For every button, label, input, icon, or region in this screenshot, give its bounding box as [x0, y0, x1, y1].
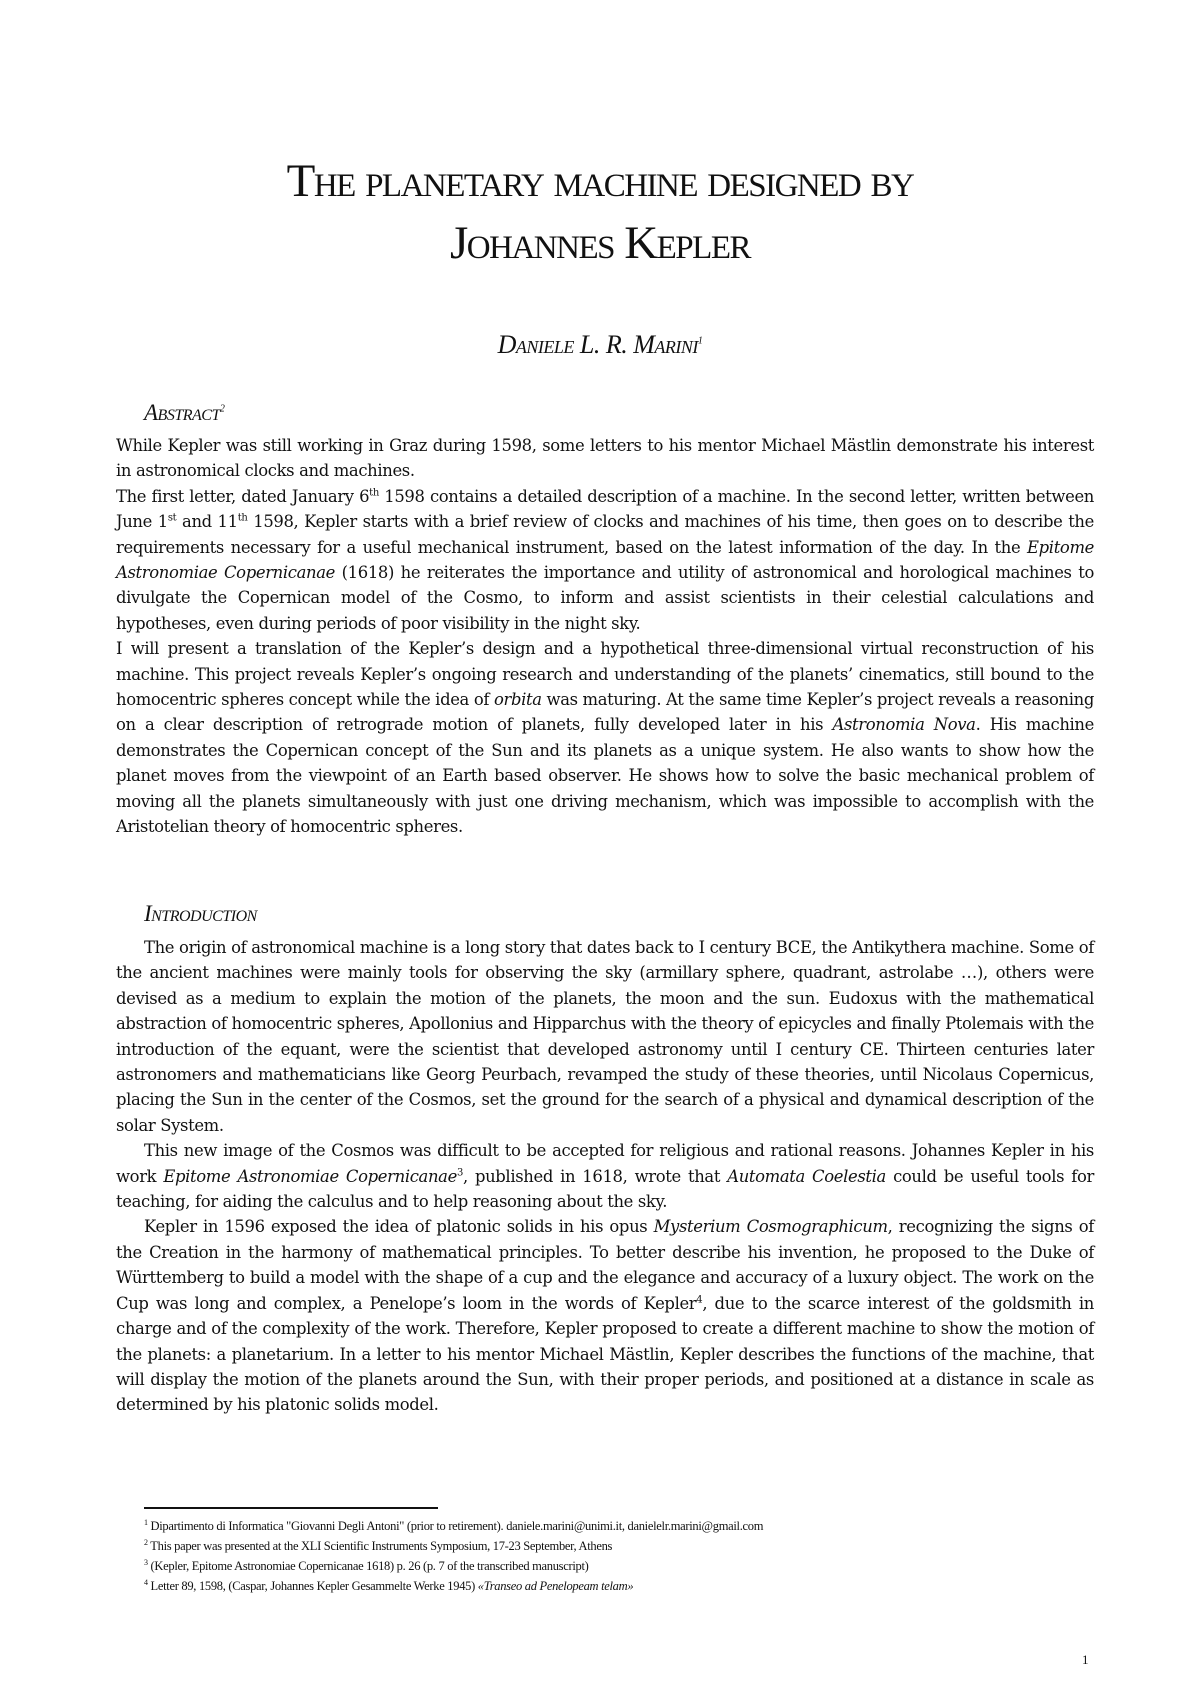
- footnote-3: [144, 1556, 1094, 1576]
- footnote-text: Dipartimento di Informatica "Giovanni Degli Antoni" (prior to retirement). daniele.marini@unimi.it, danielelr.marini@gmail.com: [147, 1519, 764, 1533]
- introduction-heading: [144, 901, 257, 927]
- abstract-heading: [144, 400, 224, 426]
- abstract-paragraph-1: While Kepler was still working in Graz during 1598, some letters to his mentor Michael Mästlin demonstrate his interest in astronomical clocks and machines.: [116, 436, 1094, 481]
- footnote-1: [144, 1516, 1094, 1536]
- text-run: The first letter, dated January 6: [116, 486, 370, 506]
- page-number: 1: [1082, 1652, 1089, 1667]
- text-run: . His machine demonstrates the Copernican concept of the Sun and its planets as a unique system. He also wants to show how the planet moves from the viewpoint of an Earth based observer. He shows how to solve the basic mechanical problem of moving all the planets simultaneously with just one driving mechanism, which was impossible to accomplish with the Aristotelian theory of homocentric spheres.: [116, 715, 1094, 837]
- footnote-number: 2: [144, 1537, 148, 1547]
- abstract-body: [116, 433, 1094, 840]
- italic-term: Automata Coelestia: [727, 1166, 886, 1186]
- footnote-mark[interactable]: 2: [219, 403, 225, 415]
- abstract-paragraph-3: [116, 636, 1094, 839]
- introduction-paragraph-2: [116, 1138, 1094, 1214]
- footnote-2: [144, 1536, 1094, 1556]
- footnote-text: Letter 89, 1598, (Caspar, Johannes Kepler Gesammelte Werke 1945): [147, 1579, 478, 1593]
- text-run: was maturing. At the same time Kepler’s project reveals a reasoning on a clear description of retrograde motion of planets, fully developed later in his: [116, 690, 1094, 735]
- ordinal-suffix: th: [369, 487, 379, 499]
- footnotes: [144, 1516, 1094, 1596]
- author-name: Daniele L. R. Marini: [497, 330, 698, 359]
- section-heading-text: Introduction: [144, 901, 257, 926]
- text-run: 1598, Kepler starts with a brief review of clocks and machines of his time, then goes on to describe the requirements necessary for a useful mechanical instrument, based on the latest information of the day. In the: [116, 512, 1094, 557]
- text-run: , due to the scarce interest of the goldsmith in charge and of the complexity of the work. Therefore, Kepler proposed to create a different machine to show the motion of the planets: a planetarium. In a letter to his mentor Michael Mästlin, Kepler describes the functions of the machine, that will display the motion of the planets around the Sun, with their proper periods, and positioned at a distance in scale as determined by his platonic solids model.: [116, 1293, 1094, 1415]
- italic-term: orbita: [493, 690, 542, 710]
- section-heading-text: Abstract: [144, 400, 220, 425]
- text-run: Kepler in 1596 exposed the idea of platonic solids in his opus: [144, 1217, 654, 1237]
- footnote-mark[interactable]: 4: [696, 1294, 703, 1306]
- paper-title: [0, 150, 1200, 274]
- abstract-paragraph-2: [116, 484, 1094, 636]
- text-run: 1598 contains a detailed description of a machine. In the second letter, written between June 1: [116, 486, 1094, 532]
- text-run: , recognizing the signs of the Creation in the harmony of mathematical principles. To better describe his invention, he proposed to the Duke of Württemberg to build a model with the shape of a cup and the elegance and accuracy of a luxury object. The work on the Cup was long and complex, a Penelope’s loom in the words of Kepler: [116, 1217, 1094, 1313]
- text-run: could be useful tools for teaching, for aiding the calculus and to help reasoning about the sky.: [116, 1166, 1094, 1212]
- italic-title: Mysterium Cosmographicum: [653, 1217, 888, 1237]
- text-run: , published in 1618, wrote that: [462, 1166, 728, 1186]
- introduction-paragraph-1: The origin of astronomical machine is a long story that dates back to I century BCE, the Antikythera machine. Some of the ancient machines were mainly tools for observing the sky (armillary sphere, quadrant, astrolabe …), others were devised as a medium to explain the motion of the planets, the moon and the sun. Eudoxus with the mathematical abstraction of homocentric spheres, Apollonius and Hipparchus with the theory of epicycles and finally Ptolemais with the introduction of the equant, were the scientist that developed astronomy until I century CE. Thirteen centuries later astronomers and mathematicians like Georg Peurbach, revamped the study of these theories, until Nicolaus Copernicus, placing the Sun in the center of the Cosmos, set the ground for the search of a physical and dynamical description of the solar System.: [116, 938, 1094, 1135]
- footnote-number: 3: [144, 1557, 148, 1567]
- footnote-number: 4: [144, 1577, 148, 1587]
- footnote-separator: [144, 1507, 438, 1509]
- text-run: and 11: [176, 512, 238, 532]
- introduction-body: [116, 935, 1094, 1418]
- text-run: (1618) he reiterates the importance and utility of astronomical and horological machines to divulgate the Copernican model of the Cosmo, to inform and assist scientists in their celestial calculations and hypotheses, even during periods of poor visibility in the night sky.: [116, 563, 1094, 633]
- introduction-paragraph-3: [116, 1214, 1094, 1417]
- footnote-number: 1: [144, 1517, 148, 1527]
- footnote-mark[interactable]: 3: [456, 1167, 463, 1179]
- text-run: This new image of the Cosmos was difficult to be accepted for religious and rational reasons. Johannes Kepler in his work: [116, 1141, 1094, 1186]
- ordinal-suffix: st: [167, 512, 177, 524]
- title-line-2: Johannes Kepler: [450, 217, 750, 269]
- italic-title: Epitome Astronomiae Copernicanae: [163, 1166, 457, 1186]
- footnote-text: (Kepler, Epitome Astronomiae Copernicanae 1618) p. 26 (p. 7 of the transcribed manuscript): [147, 1559, 589, 1573]
- ordinal-suffix: th: [237, 512, 248, 524]
- italic-title: Astronomia Nova: [832, 715, 976, 735]
- author-line: [0, 330, 1200, 360]
- footnote-mark[interactable]: 1: [697, 335, 703, 347]
- italic-title: Epitome Astronomiae Copernicanae: [116, 537, 1094, 583]
- footnote-text: This paper was presented at the XLI Scientific Instruments Symposium, 17-23 September, Athens: [147, 1539, 613, 1553]
- footnote-quote: «Transeo ad Penelopeam telam»: [477, 1579, 634, 1593]
- text-run: I will present a translation of the Kepler’s design and a hypothetical three-dimensional virtual reconstruction of his machine. This project reveals Kepler’s ongoing research and understanding of the planets’ cinematics, still bound to the homocentric spheres concept while the idea of: [116, 639, 1094, 710]
- title-line-1: The planetary machine designed by: [286, 155, 914, 207]
- footnote-4: [144, 1576, 1094, 1596]
